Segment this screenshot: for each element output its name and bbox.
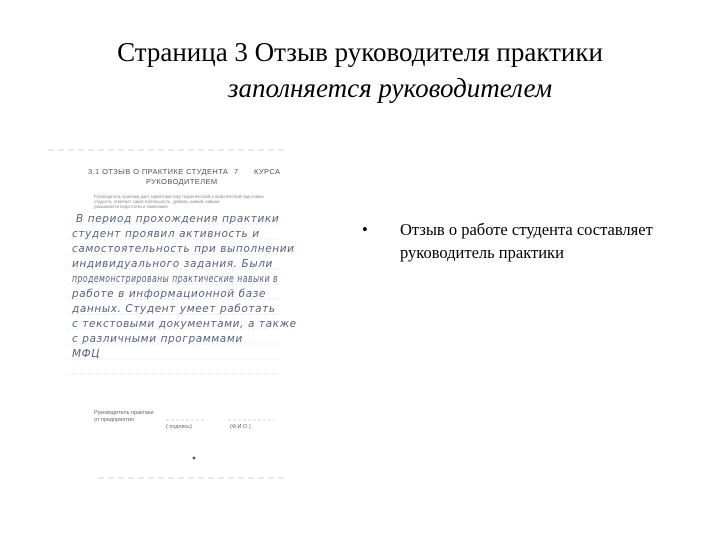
form-instruction-line: студента, отмечает самостоятельность, уровень знаний, навыки: [94, 199, 220, 204]
title-subtitle: заполняется руководителем: [227, 73, 553, 103]
bullet-list: [362, 218, 662, 264]
handwritten-review-line: самостоятельность при выполнении: [72, 243, 295, 255]
stamp-place-dot: [193, 457, 196, 460]
handwritten-review-line: индивидуального задания. Были: [72, 258, 273, 270]
form-instruction-line: указываются недостатки и пожелания: [94, 204, 168, 209]
handwritten-review-line: с различными программами: [72, 333, 243, 345]
signature-caption: ( подпись): [166, 424, 192, 430]
handwritten-review-line: В период прохождения практики: [76, 213, 280, 225]
form-header-course: КУРСА: [254, 167, 281, 176]
form-signature-label: Руководитель практики: [94, 410, 154, 416]
handwritten-review-line: работе в информационной базе: [72, 288, 267, 300]
bullet-symbol: •: [362, 220, 368, 239]
handwritten-review-line: с текстовыми документами, а также: [72, 318, 297, 330]
name-caption: (Ф.И.О.): [230, 424, 251, 430]
handwritten-review-line: данных. Студент умеет работать: [72, 303, 276, 315]
form-header-number: 7: [234, 167, 239, 176]
form-instruction-line: Руководитель практики дает характеристику теоретической и практической подготовки: [94, 194, 264, 199]
slide-title: [0, 34, 720, 106]
form-header-subtitle: РУКОВОДИТЕЛЕМ: [146, 177, 218, 186]
title-main: Страница 3 Отзыв руководителя практики: [117, 37, 603, 67]
scanned-review-form: [38, 140, 334, 490]
handwritten-review-line: продемонстрированы практические навыки в: [72, 273, 278, 285]
handwritten-review-line: студент проявил активность и: [72, 228, 260, 240]
form-signature-label: от предприятия: [94, 417, 134, 423]
handwritten-review-line: МФЦ: [72, 348, 101, 360]
form-header-title: 3.1 ОТЗЫВ О ПРАКТИКЕ СТУДЕНТА: [88, 167, 229, 176]
scanned-form-svg: [38, 140, 334, 490]
bullet-text: Отзыв о работе студента составляет руководитель практики: [400, 220, 653, 262]
